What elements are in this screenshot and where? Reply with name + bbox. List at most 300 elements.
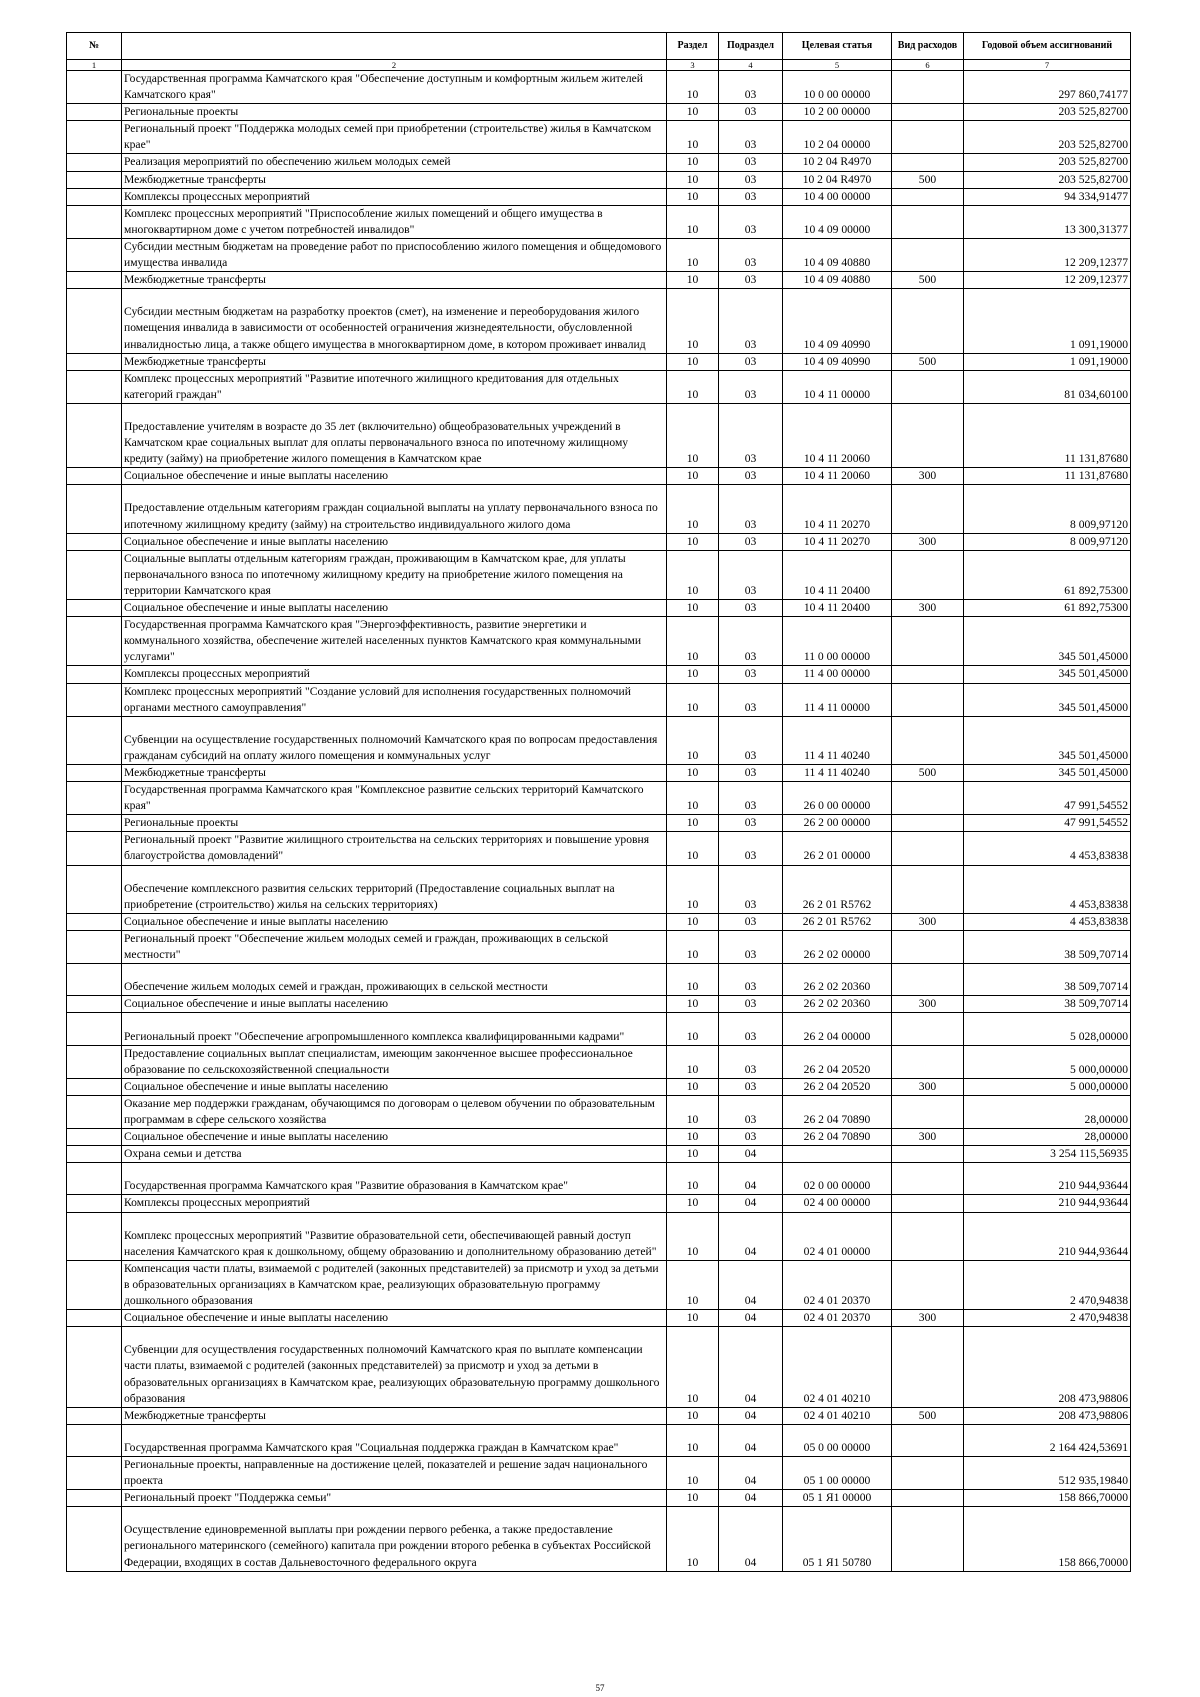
cell-vid xyxy=(892,485,964,533)
cell-amount: 4 453,83838 xyxy=(964,913,1131,930)
cell-name: Межбюджетные трансферты xyxy=(122,1407,667,1424)
cell-statya: 26 0 00 00000 xyxy=(783,782,892,815)
cell-vid xyxy=(892,964,964,996)
cell-num xyxy=(67,1327,122,1408)
cell-name: Компенсация части платы, взимаемой с родителей (законных представителей) за присмотр и уход за детьми в образовательных организациях в Камчатском крае, реализующих образовательную программу дошкольного образования xyxy=(122,1260,667,1309)
cell-name: Комплекс процессных мероприятий "Создание условий для исполнения государственных полномочий органами местного самоуправления" xyxy=(122,683,667,716)
cell-name: Социальное обеспечение и иные выплаты населению xyxy=(122,533,667,550)
cell-name: Межбюджетные трансферты xyxy=(122,765,667,782)
cell-num xyxy=(67,1490,122,1507)
table-row xyxy=(67,1457,1131,1490)
cell-num xyxy=(67,1407,122,1424)
cell-num xyxy=(67,600,122,617)
cell-razdel: 10 xyxy=(667,1407,719,1424)
cell-amount: 203 525,82700 xyxy=(964,154,1131,171)
cell-num xyxy=(67,485,122,533)
cell-podrazdel: 03 xyxy=(719,289,783,353)
cell-vid xyxy=(892,71,964,104)
cell-razdel: 10 xyxy=(667,533,719,550)
cell-vid xyxy=(892,1212,964,1260)
cell-vid: 300 xyxy=(892,533,964,550)
cell-num xyxy=(67,533,122,550)
cell-vid xyxy=(892,666,964,683)
cell-razdel: 10 xyxy=(667,765,719,782)
cell-amount: 28,00000 xyxy=(964,1129,1131,1146)
cell-vid: 300 xyxy=(892,996,964,1013)
cell-podrazdel: 03 xyxy=(719,71,783,104)
cell-podrazdel: 03 xyxy=(719,865,783,913)
cell-podrazdel: 03 xyxy=(719,353,783,370)
cell-razdel: 10 xyxy=(667,716,719,764)
cell-vid: 300 xyxy=(892,600,964,617)
cell-amount: 297 860,74177 xyxy=(964,71,1131,104)
cell-statya: 26 2 04 70890 xyxy=(783,1129,892,1146)
cell-amount: 47 991,54552 xyxy=(964,815,1131,832)
cell-amount: 28,00000 xyxy=(964,1095,1131,1128)
cell-vid xyxy=(892,1013,964,1045)
cell-razdel: 10 xyxy=(667,782,719,815)
cell-podrazdel: 03 xyxy=(719,600,783,617)
cell-amount: 208 473,98806 xyxy=(964,1327,1131,1408)
cell-num xyxy=(67,996,122,1013)
cell-vid xyxy=(892,370,964,403)
table-row xyxy=(67,533,1131,550)
cell-razdel: 10 xyxy=(667,403,719,467)
table-row xyxy=(67,832,1131,865)
cell-razdel: 10 xyxy=(667,370,719,403)
cell-num xyxy=(67,815,122,832)
cell-vid xyxy=(892,1163,964,1195)
cell-razdel: 10 xyxy=(667,171,719,188)
cell-podrazdel: 03 xyxy=(719,1129,783,1146)
cell-name: Государственная программа Камчатского края "Обеспечение доступным и комфортным жильем жителей Камчатского края" xyxy=(122,71,667,104)
table-row xyxy=(67,1163,1131,1195)
cell-num xyxy=(67,154,122,171)
cell-amount: 208 473,98806 xyxy=(964,1407,1131,1424)
cell-amount: 5 000,00000 xyxy=(964,1078,1131,1095)
cell-statya: 11 4 11 40240 xyxy=(783,716,892,764)
cell-amount: 8 009,97120 xyxy=(964,485,1131,533)
cell-name: Региональный проект "Обеспечение жильем молодых семей и граждан, проживающих в сельской местности" xyxy=(122,930,667,963)
cell-name: Региональный проект "Поддержка молодых семей при приобретении (строительстве) жилья в Камчатском крае" xyxy=(122,121,667,154)
cell-name: Предоставление учителям в возрасте до 35 лет (включительно) общеобразовательных учреждений в Камчатском крае социальных выплат для оплаты первоначального взноса по ипотечному жилищному кредиту (займу) на приобретение жилого помещения в Камчатском крае xyxy=(122,403,667,467)
cell-num xyxy=(67,1507,122,1571)
cell-razdel: 10 xyxy=(667,1260,719,1309)
cell-name: Межбюджетные трансферты xyxy=(122,353,667,370)
cell-statya: 10 4 09 40990 xyxy=(783,289,892,353)
cell-statya: 26 2 00 00000 xyxy=(783,815,892,832)
cell-vid: 500 xyxy=(892,171,964,188)
cell-vid xyxy=(892,716,964,764)
table-row xyxy=(67,121,1131,154)
cell-statya: 10 4 11 20400 xyxy=(783,550,892,599)
cell-amount: 4 453,83838 xyxy=(964,832,1131,865)
cell-num xyxy=(67,913,122,930)
table-row xyxy=(67,716,1131,764)
budget-table-sheet xyxy=(66,32,1130,1572)
cell-razdel: 10 xyxy=(667,600,719,617)
cell-name: Субсидии местным бюджетам на проведение работ по приспособлению жилого помещения и общедомового имущества инвалида xyxy=(122,238,667,271)
cell-podrazdel: 04 xyxy=(719,1195,783,1212)
cell-statya: 11 0 00 00000 xyxy=(783,617,892,666)
cell-podrazdel: 03 xyxy=(719,205,783,238)
cell-vid xyxy=(892,1045,964,1078)
cell-vid xyxy=(892,154,964,171)
cell-name: Субсидии местным бюджетам на разработку проектов (смет), на изменение и переоборудования жилого помещения инвалида в зависимости от особенностей ограничения жизнедеятельности, обусловленной инвалидностью лица, а также общего имущества в многоквартирном доме, в котором проживает инвалид xyxy=(122,289,667,353)
table-row xyxy=(67,485,1131,533)
cell-name: Социальное обеспечение и иные выплаты населению xyxy=(122,600,667,617)
table-row xyxy=(67,782,1131,815)
table-row xyxy=(67,1507,1131,1571)
cell-vid: 500 xyxy=(892,272,964,289)
cell-statya: 02 4 01 00000 xyxy=(783,1212,892,1260)
table-row xyxy=(67,765,1131,782)
cell-podrazdel: 03 xyxy=(719,104,783,121)
cell-razdel: 10 xyxy=(667,930,719,963)
table-row xyxy=(67,205,1131,238)
cell-vid xyxy=(892,1457,964,1490)
cell-statya: 05 0 00 00000 xyxy=(783,1424,892,1456)
cell-vid xyxy=(892,1260,964,1309)
cell-statya: 05 1 Я1 00000 xyxy=(783,1490,892,1507)
cell-razdel: 10 xyxy=(667,353,719,370)
cell-num xyxy=(67,865,122,913)
cell-statya: 10 0 00 00000 xyxy=(783,71,892,104)
cell-vid xyxy=(892,683,964,716)
colnum-4: 4 xyxy=(719,60,783,71)
cell-podrazdel: 03 xyxy=(719,815,783,832)
table-row xyxy=(67,600,1131,617)
cell-vid xyxy=(892,1095,964,1128)
budget-table xyxy=(66,32,1131,1572)
cell-statya: 11 4 11 00000 xyxy=(783,683,892,716)
table-row xyxy=(67,666,1131,683)
cell-num xyxy=(67,403,122,467)
cell-statya: 05 1 00 00000 xyxy=(783,1457,892,1490)
cell-num xyxy=(67,121,122,154)
cell-vid xyxy=(892,550,964,599)
cell-num xyxy=(67,782,122,815)
cell-razdel: 10 xyxy=(667,272,719,289)
cell-name: Социальное обеспечение и иные выплаты населению xyxy=(122,996,667,1013)
cell-razdel: 10 xyxy=(667,1507,719,1571)
cell-num xyxy=(67,188,122,205)
cell-statya: 10 4 11 20060 xyxy=(783,403,892,467)
cell-amount: 11 131,87680 xyxy=(964,403,1131,467)
cell-num xyxy=(67,1310,122,1327)
cell-podrazdel: 03 xyxy=(719,716,783,764)
cell-amount: 345 501,45000 xyxy=(964,683,1131,716)
cell-name: Региональные проекты xyxy=(122,815,667,832)
cell-statya: 10 4 11 20270 xyxy=(783,485,892,533)
cell-name: Социальные выплаты отдельным категориям граждан, проживающим в Камчатском крае, для уплаты первоначального взноса по ипотечному жилищному кредиту на приобретение жилого помещения на территории Камчатского края xyxy=(122,550,667,599)
cell-num xyxy=(67,765,122,782)
cell-amount: 345 501,45000 xyxy=(964,716,1131,764)
cell-statya: 26 2 01 R5762 xyxy=(783,913,892,930)
cell-num xyxy=(67,205,122,238)
cell-num xyxy=(67,1129,122,1146)
table-row xyxy=(67,865,1131,913)
cell-num xyxy=(67,550,122,599)
cell-vid xyxy=(892,617,964,666)
cell-statya: 10 2 04 R4970 xyxy=(783,171,892,188)
table-body xyxy=(67,71,1131,1572)
cell-razdel: 10 xyxy=(667,238,719,271)
table-row xyxy=(67,550,1131,599)
cell-amount: 61 892,75300 xyxy=(964,600,1131,617)
cell-num xyxy=(67,1078,122,1095)
cell-razdel: 10 xyxy=(667,1129,719,1146)
cell-name: Оказание мер поддержки гражданам, обучающимся по договорам о целевом обучении по образовательным программам в сфере сельского хозяйства xyxy=(122,1095,667,1128)
cell-num xyxy=(67,370,122,403)
cell-podrazdel: 04 xyxy=(719,1310,783,1327)
cell-vid xyxy=(892,782,964,815)
cell-num xyxy=(67,104,122,121)
table-row xyxy=(67,289,1131,353)
cell-name: Региональные проекты xyxy=(122,104,667,121)
cell-name: Предоставление социальных выплат специалистам, имеющим законченное высшее профессиональное образование по сельскохозяйственной специальности xyxy=(122,1045,667,1078)
cell-razdel: 10 xyxy=(667,1195,719,1212)
cell-razdel: 10 xyxy=(667,1310,719,1327)
table-row xyxy=(67,104,1131,121)
cell-num xyxy=(67,716,122,764)
cell-razdel: 10 xyxy=(667,964,719,996)
cell-podrazdel: 03 xyxy=(719,832,783,865)
cell-name: Обеспечение жильем молодых семей и граждан, проживающих в сельской местности xyxy=(122,964,667,996)
cell-amount: 1 091,19000 xyxy=(964,353,1131,370)
cell-num xyxy=(67,666,122,683)
cell-num xyxy=(67,930,122,963)
cell-amount: 38 509,70714 xyxy=(964,964,1131,996)
cell-razdel: 10 xyxy=(667,1457,719,1490)
cell-razdel: 10 xyxy=(667,1212,719,1260)
table-row xyxy=(67,1195,1131,1212)
cell-name: Региональный проект "Обеспечение агропромышленного комплекса квалифицированными кадрами" xyxy=(122,1013,667,1045)
table-row xyxy=(67,1129,1131,1146)
cell-razdel: 10 xyxy=(667,485,719,533)
table-row xyxy=(67,1260,1131,1309)
cell-podrazdel: 03 xyxy=(719,617,783,666)
cell-razdel: 10 xyxy=(667,188,719,205)
table-row xyxy=(67,1407,1131,1424)
cell-razdel: 10 xyxy=(667,289,719,353)
cell-num xyxy=(67,1163,122,1195)
cell-vid xyxy=(892,1327,964,1408)
header-podrazdel: Подраздел xyxy=(719,33,783,60)
table-row xyxy=(67,1146,1131,1163)
cell-razdel: 10 xyxy=(667,550,719,599)
cell-podrazdel: 03 xyxy=(719,964,783,996)
page-number: 57 xyxy=(595,1683,605,1693)
table-row xyxy=(67,1095,1131,1128)
cell-amount: 210 944,93644 xyxy=(964,1195,1131,1212)
cell-razdel: 10 xyxy=(667,1146,719,1163)
table-row xyxy=(67,272,1131,289)
cell-num xyxy=(67,617,122,666)
table-row xyxy=(67,154,1131,171)
cell-name: Межбюджетные трансферты xyxy=(122,272,667,289)
cell-amount: 94 334,91477 xyxy=(964,188,1131,205)
cell-statya: 26 2 04 20520 xyxy=(783,1045,892,1078)
cell-num xyxy=(67,1095,122,1128)
cell-statya: 26 2 04 20520 xyxy=(783,1078,892,1095)
cell-podrazdel: 03 xyxy=(719,1078,783,1095)
cell-name: Социальное обеспечение и иные выплаты населению xyxy=(122,468,667,485)
cell-name: Государственная программа Камчатского края "Социальная поддержка граждан в Камчатском крае" xyxy=(122,1424,667,1456)
cell-amount: 203 525,82700 xyxy=(964,121,1131,154)
cell-razdel: 10 xyxy=(667,683,719,716)
cell-num xyxy=(67,238,122,271)
cell-statya: 26 2 02 00000 xyxy=(783,930,892,963)
cell-razdel: 10 xyxy=(667,121,719,154)
cell-podrazdel: 03 xyxy=(719,1013,783,1045)
cell-name: Комплексы процессных мероприятий xyxy=(122,188,667,205)
cell-razdel: 10 xyxy=(667,1327,719,1408)
cell-razdel: 10 xyxy=(667,913,719,930)
table-row xyxy=(67,996,1131,1013)
table-row xyxy=(67,683,1131,716)
cell-podrazdel: 03 xyxy=(719,485,783,533)
cell-vid xyxy=(892,832,964,865)
cell-vid xyxy=(892,815,964,832)
colnum-7: 7 xyxy=(964,60,1131,71)
cell-vid xyxy=(892,289,964,353)
cell-num xyxy=(67,683,122,716)
cell-name: Комплексы процессных мероприятий xyxy=(122,666,667,683)
cell-name: Предоставление отдельным категориям граждан социальной выплаты на уплату первоначального взноса по ипотечному жилищному кредиту (займу) на строительство индивидуального жилого дома xyxy=(122,485,667,533)
cell-podrazdel: 04 xyxy=(719,1163,783,1195)
cell-podrazdel: 03 xyxy=(719,683,783,716)
table-row xyxy=(67,913,1131,930)
cell-num xyxy=(67,468,122,485)
table-row xyxy=(67,188,1131,205)
cell-vid xyxy=(892,1146,964,1163)
cell-razdel: 10 xyxy=(667,1490,719,1507)
cell-statya: 05 1 Я1 50780 xyxy=(783,1507,892,1571)
colnum-3: 3 xyxy=(667,60,719,71)
cell-vid xyxy=(892,930,964,963)
cell-amount: 5 000,00000 xyxy=(964,1045,1131,1078)
cell-name: Государственная программа Камчатского края "Развитие образования в Камчатском крае" xyxy=(122,1163,667,1195)
cell-name: Государственная программа Камчатского края "Энергоэффективность, развитие энергетики и коммунального хозяйства, обеспечение жителей населенных пунктов Камчатского края коммунальными услугами" xyxy=(122,617,667,666)
cell-amount: 5 028,00000 xyxy=(964,1013,1131,1045)
cell-name: Социальное обеспечение и иные выплаты населению xyxy=(122,1078,667,1095)
cell-vid: 300 xyxy=(892,1078,964,1095)
cell-num xyxy=(67,1045,122,1078)
cell-statya: 02 4 01 40210 xyxy=(783,1407,892,1424)
cell-statya: 10 2 00 00000 xyxy=(783,104,892,121)
cell-amount: 81 034,60100 xyxy=(964,370,1131,403)
table-row xyxy=(67,1490,1131,1507)
cell-razdel: 10 xyxy=(667,205,719,238)
header-num: № xyxy=(67,33,122,60)
table-row xyxy=(67,1424,1131,1456)
cell-podrazdel: 04 xyxy=(719,1212,783,1260)
cell-vid xyxy=(892,403,964,467)
cell-razdel: 10 xyxy=(667,1045,719,1078)
cell-podrazdel: 03 xyxy=(719,272,783,289)
cell-podrazdel: 03 xyxy=(719,765,783,782)
cell-vid xyxy=(892,188,964,205)
cell-razdel: 10 xyxy=(667,815,719,832)
cell-num xyxy=(67,353,122,370)
cell-amount: 345 501,45000 xyxy=(964,765,1131,782)
cell-num xyxy=(67,964,122,996)
cell-name: Социальное обеспечение и иные выплаты населению xyxy=(122,1129,667,1146)
header-razdel: Раздел xyxy=(667,33,719,60)
cell-podrazdel: 03 xyxy=(719,930,783,963)
cell-podrazdel: 03 xyxy=(719,468,783,485)
cell-razdel: 10 xyxy=(667,865,719,913)
cell-podrazdel: 03 xyxy=(719,370,783,403)
cell-statya: 10 4 09 40880 xyxy=(783,272,892,289)
cell-podrazdel: 03 xyxy=(719,913,783,930)
cell-podrazdel: 03 xyxy=(719,782,783,815)
cell-amount: 8 009,97120 xyxy=(964,533,1131,550)
cell-statya: 10 2 04 00000 xyxy=(783,121,892,154)
cell-razdel: 10 xyxy=(667,617,719,666)
table-row xyxy=(67,930,1131,963)
table-row xyxy=(67,815,1131,832)
cell-vid: 500 xyxy=(892,1407,964,1424)
cell-vid xyxy=(892,205,964,238)
cell-podrazdel: 04 xyxy=(719,1507,783,1571)
cell-num xyxy=(67,1146,122,1163)
cell-statya: 02 4 01 20370 xyxy=(783,1310,892,1327)
colnum-1: 1 xyxy=(67,60,122,71)
cell-amount: 47 991,54552 xyxy=(964,782,1131,815)
cell-amount: 38 509,70714 xyxy=(964,930,1131,963)
cell-razdel: 10 xyxy=(667,1078,719,1095)
cell-statya: 26 2 01 R5762 xyxy=(783,865,892,913)
cell-num xyxy=(67,289,122,353)
cell-podrazdel: 04 xyxy=(719,1424,783,1456)
cell-podrazdel: 03 xyxy=(719,403,783,467)
cell-statya: 26 2 04 70890 xyxy=(783,1095,892,1128)
cell-razdel: 10 xyxy=(667,468,719,485)
cell-vid xyxy=(892,1424,964,1456)
cell-statya: 10 2 04 R4970 xyxy=(783,154,892,171)
cell-num xyxy=(67,1424,122,1456)
cell-statya: 26 2 01 00000 xyxy=(783,832,892,865)
cell-podrazdel: 04 xyxy=(719,1490,783,1507)
table-row xyxy=(67,71,1131,104)
cell-name: Субвенции для осуществления государственных полномочий Камчатского края по выплате компенсации части платы, взимаемой с родителей (законных представителей) за присмотр и уход за детьми в образовательных организациях в Камчатском крае, реализующих образовательную программу дошкольного образования xyxy=(122,1327,667,1408)
cell-razdel: 10 xyxy=(667,1424,719,1456)
cell-statya: 02 4 01 20370 xyxy=(783,1260,892,1309)
table-header xyxy=(67,33,1131,71)
cell-vid xyxy=(892,1490,964,1507)
cell-name: Социальное обеспечение и иные выплаты населению xyxy=(122,1310,667,1327)
cell-amount: 1 091,19000 xyxy=(964,289,1131,353)
cell-amount: 13 300,31377 xyxy=(964,205,1131,238)
cell-num xyxy=(67,1195,122,1212)
cell-statya xyxy=(783,1146,892,1163)
cell-name: Государственная программа Камчатского края "Комплексное развитие сельских территорий Камчатского края" xyxy=(122,782,667,815)
cell-num xyxy=(67,272,122,289)
colnum-6: 6 xyxy=(892,60,964,71)
cell-name: Осуществление единовременной выплаты при рождении первого ребенка, а также предоставление регионального материнского (семейного) капитала при рождении второго ребенка в субъектах Российской Федерации, входящих в состав Дальневосточного федерального округа xyxy=(122,1507,667,1571)
cell-amount: 2 164 424,53691 xyxy=(964,1424,1131,1456)
cell-statya: 10 4 09 40880 xyxy=(783,238,892,271)
cell-statya: 26 2 02 20360 xyxy=(783,996,892,1013)
table-row xyxy=(67,1212,1131,1260)
cell-amount: 2 470,94838 xyxy=(964,1260,1131,1309)
cell-vid xyxy=(892,238,964,271)
table-row xyxy=(67,171,1131,188)
cell-razdel: 10 xyxy=(667,71,719,104)
cell-amount: 2 470,94838 xyxy=(964,1310,1131,1327)
